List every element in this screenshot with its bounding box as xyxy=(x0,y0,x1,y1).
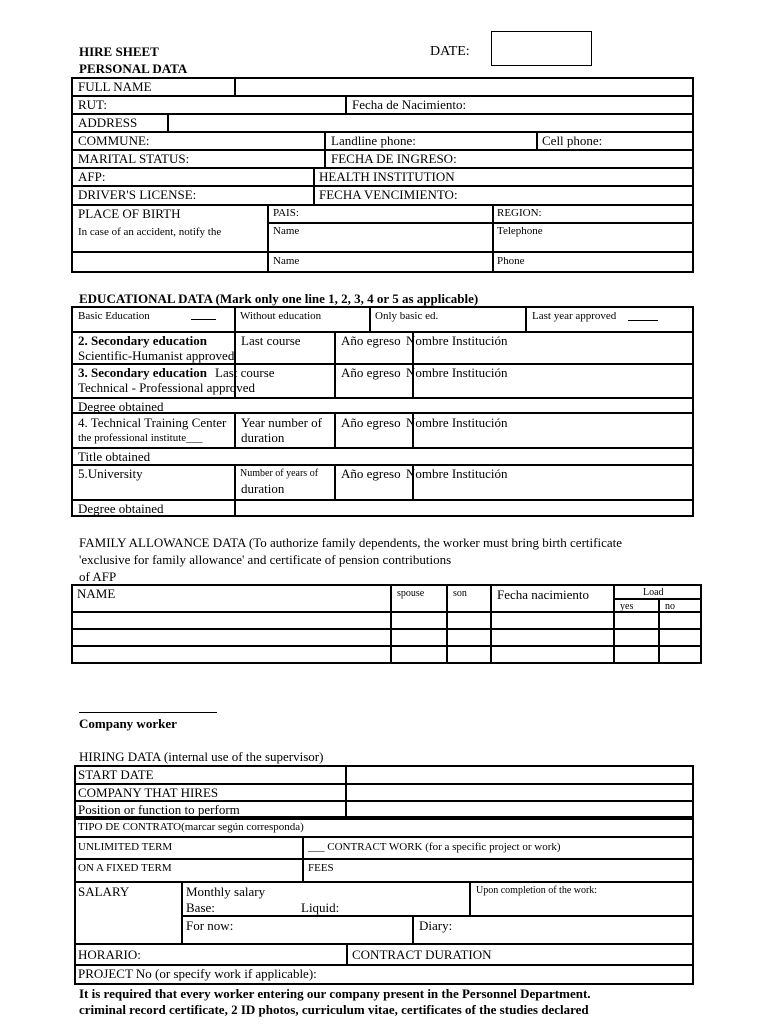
university-graduation-year-label: Año egreso xyxy=(341,466,401,481)
hiring-company-label: COMPANY THAT HIRES xyxy=(78,785,219,800)
load-yes-header: yes xyxy=(620,601,634,612)
liquid-salary-label: Liquid: xyxy=(301,900,340,915)
university-institution-label: Nombre Institución xyxy=(406,466,508,481)
drivers-license-label: DRIVER'S LICENSE: xyxy=(78,187,197,202)
hiring-company-field[interactable] xyxy=(348,785,691,799)
tech-graduation-year-label: Año egreso xyxy=(341,365,401,380)
university-duration-label: duration xyxy=(241,481,285,496)
son-header: son xyxy=(453,588,467,599)
secondary-education-label: 2. Secondary education xyxy=(78,333,207,348)
technical-secondary-label: 3. Secondary education xyxy=(78,365,207,380)
university-label: 5.University xyxy=(78,466,143,481)
country-label: PAIS: xyxy=(273,207,299,219)
license-expiry-label: FECHA VENCIMIENTO: xyxy=(319,187,458,202)
fixed-term-option[interactable]: ON A FIXED TERM xyxy=(78,862,172,874)
full-name-label: FULL NAME xyxy=(78,79,152,94)
last-year-label: Last year approved xyxy=(532,310,617,322)
spouse-header: spouse xyxy=(397,588,425,599)
position-label: Position or function to perform xyxy=(78,802,240,817)
region-label: REGION: xyxy=(497,207,542,219)
last-course-label: Last course xyxy=(241,333,301,348)
landline-label: Landline phone: xyxy=(331,133,416,148)
full-name-field[interactable] xyxy=(236,79,692,94)
fees-option[interactable]: FEES xyxy=(308,862,334,874)
for-now-label: For now: xyxy=(186,918,234,933)
institution-name-label: Nombre Institución xyxy=(406,333,508,348)
family-allowance-table xyxy=(71,584,702,664)
afp-label: AFP: xyxy=(78,169,106,184)
marital-status-label: MARITAL STATUS: xyxy=(78,151,190,166)
technical-professional-label: Technical - Professional approved xyxy=(78,380,256,395)
base-salary-label: Base: xyxy=(186,900,215,915)
start-date-field[interactable] xyxy=(348,767,691,781)
emergency-name-label: Name xyxy=(273,225,300,237)
monthly-salary-label: Monthly salary xyxy=(186,884,266,899)
emergency-contact-label: In case of an accident, notify the xyxy=(78,226,222,238)
family-allowance-paragraph: FAMILY ALLOWANCE DATA (To authorize family dependents, the worker must bring birth certificate 'exclusive for family allowance' and certificate of pension contributions xyxy=(79,535,622,567)
graduation-year-label: Año egreso xyxy=(341,333,401,348)
position-field[interactable] xyxy=(348,802,691,816)
basic-education-label: Basic Education xyxy=(78,310,150,322)
form-title: HIRE SHEET xyxy=(79,44,159,59)
salary-label: SALARY xyxy=(78,884,130,899)
duration-label: duration xyxy=(241,430,285,445)
address-field[interactable] xyxy=(169,115,691,130)
education-heading: EDUCATIONAL DATA (Mark only one line 1, 2, 3, 4 or 5 as applicable) xyxy=(79,291,479,306)
company-worker-label: Company worker xyxy=(79,716,177,731)
emergency-telephone-label: Telephone xyxy=(497,225,543,237)
unlimited-term-option[interactable]: UNLIMITED TERM xyxy=(78,841,173,853)
date-box[interactable] xyxy=(491,31,592,66)
year-number-label: Year number of xyxy=(241,415,322,430)
contract-type-label: TIPO DE CONTRATO(marcar según corresponda) xyxy=(78,821,304,833)
number-of-years-label: Number of years of xyxy=(240,468,319,479)
title-obtained-label: Title obtained xyxy=(78,449,151,464)
address-label: ADDRESS xyxy=(78,115,138,130)
birth-date-header: Fecha nacimiento xyxy=(497,587,590,602)
entry-date-label: FECHA DE INGRESO: xyxy=(331,151,457,166)
schedule-label: HORARIO: xyxy=(78,947,141,962)
load-no-header: no xyxy=(665,601,675,612)
place-of-birth-label: PLACE OF BIRTH xyxy=(78,206,181,221)
daily-label: Diary: xyxy=(419,918,453,933)
requirements-line-1: It is required that every worker entering our company present in the Personnel Department. xyxy=(79,986,591,1001)
university-degree-label: Degree obtained xyxy=(78,501,164,516)
ttc-institution-label: Nombre Institución xyxy=(406,415,508,430)
tech-institution-label: Nombre Institución xyxy=(406,365,508,380)
start-date-label: START DATE xyxy=(78,767,154,782)
degree-obtained-label: Degree obtained xyxy=(78,399,164,414)
date-label: DATE: xyxy=(430,44,470,59)
hiring-heading: HIRING DATA (internal use of the supervisor) xyxy=(79,749,324,764)
upon-completion-label: Upon completion of the work: xyxy=(476,885,598,896)
requirements-line-2: criminal record certificate, 2 ID photos, curriculum vitae, certificates of the studies declared xyxy=(79,1002,589,1017)
dependent-name-header: NAME xyxy=(77,586,116,601)
technical-training-center-label: 4. Technical Training Center xyxy=(78,415,227,430)
contract-duration-label: CONTRACT DURATION xyxy=(352,947,492,962)
signature-line[interactable] xyxy=(79,712,217,713)
emergency-name2-label: Name xyxy=(273,255,300,267)
professional-institute-label: the professional institute___ xyxy=(78,432,203,444)
only-basic-label: Only basic ed. xyxy=(375,310,439,322)
health-institution-label: HEALTH INSTITUTION xyxy=(319,169,455,184)
last-year-blank[interactable] xyxy=(628,310,658,321)
cell-phone-label: Cell phone: xyxy=(542,133,603,148)
scientific-humanist-label: Scientific-Humanist approved xyxy=(78,348,235,363)
contract-work-option[interactable]: ___ CONTRACT WORK (for a specific project or work) xyxy=(308,841,561,853)
load-header: Load xyxy=(643,587,664,598)
commune-label: COMMUNE: xyxy=(78,133,150,148)
tech-last-course-label: Last course xyxy=(215,365,275,380)
basic-education-blank[interactable] xyxy=(191,309,216,320)
ttc-graduation-year-label: Año egreso xyxy=(341,415,401,430)
emergency-phone-label: Phone xyxy=(497,255,525,267)
family-allowance-afp: of AFP xyxy=(79,569,117,584)
section-title-personal: PERSONAL DATA xyxy=(79,61,188,76)
birth-date-label: Fecha de Nacimiento: xyxy=(352,97,467,112)
project-number-label: PROJECT No (or specify work if applicable): xyxy=(78,966,317,981)
without-education-label: Without education xyxy=(240,310,322,322)
rut-label: RUT: xyxy=(78,97,107,112)
